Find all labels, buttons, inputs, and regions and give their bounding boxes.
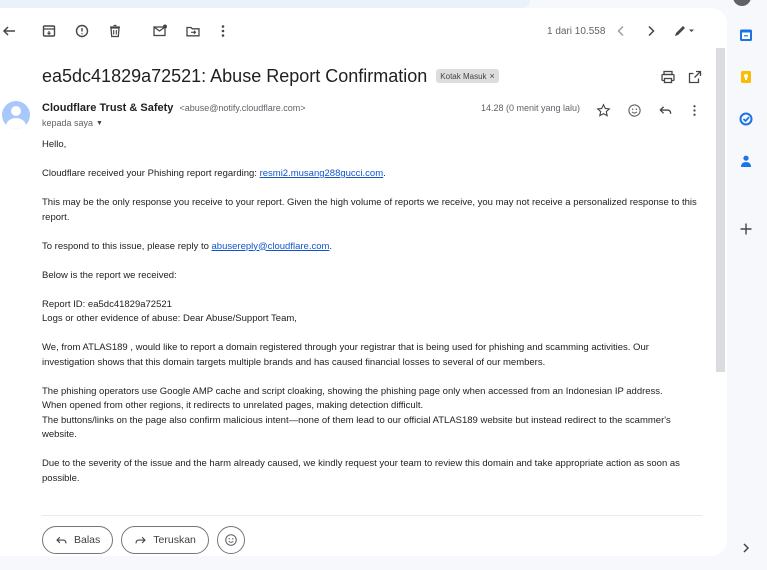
move-to-icon[interactable] <box>184 22 202 40</box>
email-view <box>0 8 727 556</box>
reply-button[interactable] <box>42 526 113 554</box>
calendar-icon[interactable] <box>739 28 753 42</box>
body-paragraph: We, from ATLAS189 , would like to report a domain registered through your registrar that is being used for phishing and scamming activities. Our investigation shows that this domain targets multiple brands and has caused financial losses to several of our members. <box>42 342 649 368</box>
email-subject: ea5dc41829a72521: Abuse Report Confirmation <box>42 65 428 86</box>
divider <box>42 515 702 516</box>
reply-icon[interactable] <box>657 102 673 118</box>
sender-avatar <box>2 101 30 129</box>
arrow-left-icon[interactable] <box>0 22 18 40</box>
recipient-line[interactable] <box>42 118 103 128</box>
subject-row <box>42 64 499 88</box>
keep-icon[interactable] <box>739 70 753 84</box>
emoji-icon <box>224 533 238 547</box>
side-panel <box>727 0 767 570</box>
more-vert-icon[interactable] <box>686 102 702 118</box>
forward-icon <box>134 534 147 547</box>
body-paragraph: Cloudflare received your Phishing report regarding: resmi2.musang288gucci.com. <box>42 168 386 179</box>
expand-icon[interactable] <box>739 541 753 555</box>
email-toolbar <box>0 8 727 56</box>
body-paragraph: This may be the only response you receive to your report. Given the high volume of reports we receive, you may not receive a personalized response to this report. <box>42 197 697 223</box>
trash-icon[interactable] <box>106 22 124 40</box>
more-vert-icon[interactable] <box>214 22 232 40</box>
chevron-right-icon[interactable] <box>642 22 660 40</box>
chevron-left-icon[interactable] <box>612 22 630 40</box>
recipient-text: kepada saya <box>42 118 94 128</box>
forward-button[interactable] <box>121 526 209 554</box>
body-paragraph <box>42 298 702 327</box>
greeting-text: Hello, <box>42 139 67 150</box>
caret-down-icon[interactable]: ▼ <box>96 119 103 127</box>
sender-email: <abuse@notify.cloudflare.com> <box>179 103 306 113</box>
open-new-window-icon[interactable] <box>686 68 704 86</box>
scrollbar[interactable] <box>716 48 725 372</box>
label-text: Kotak Masuk <box>440 71 487 81</box>
report-spam-icon[interactable] <box>73 22 91 40</box>
body-paragraph: Due to the severity of the issue and the harm already caused, we kindly request your team to review this domain and take appropriate action as soon as possible. <box>42 458 680 484</box>
archive-icon[interactable] <box>40 22 58 40</box>
reported-domain-link[interactable]: resmi2.musang288gucci.com <box>259 168 384 179</box>
logs-text: Logs or other evidence of abuse: Dear Abuse/Support Team, <box>42 313 297 324</box>
report-id: Report ID: ea5dc41829a72521 <box>42 298 172 310</box>
pen-icon[interactable] <box>672 22 698 40</box>
emoji-reaction-icon[interactable] <box>626 102 642 118</box>
email-body <box>42 138 702 514</box>
pagination-text: 1 dari 10.558 <box>547 26 606 37</box>
close-icon[interactable]: × <box>489 71 495 81</box>
print-icon[interactable] <box>659 68 677 86</box>
mark-unread-icon[interactable] <box>151 22 169 40</box>
email-time: 14.28 (0 menit yang lalu) <box>481 103 581 113</box>
star-icon[interactable] <box>595 102 611 118</box>
contacts-icon[interactable] <box>739 154 753 168</box>
reply-label: Balas <box>74 534 101 546</box>
body-paragraph: To respond to this issue, please reply to abusereply@cloudflare.com. <box>42 240 333 252</box>
reply-actions <box>42 526 245 554</box>
add-icon[interactable] <box>739 222 753 236</box>
body-paragraph: Below is the report we received: <box>42 269 177 281</box>
inbox-label-chip[interactable] <box>436 69 499 83</box>
reply-email-link[interactable]: abusereply@cloudflare.com <box>211 240 330 252</box>
emoji-button[interactable] <box>217 526 245 554</box>
sender-line <box>42 102 306 114</box>
tasks-icon[interactable] <box>739 112 753 126</box>
reply-icon <box>55 534 68 547</box>
sender-name[interactable]: Cloudflare Trust & Safety <box>42 102 174 114</box>
forward-label: Teruskan <box>153 534 196 546</box>
top-bar-strip <box>0 0 530 8</box>
body-paragraph: The phishing operators use Google AMP cache and script cloaking, showing the phishing page only when accessed from an Indonesian IP address. When opened from other regions, it redirects to unrelated pages, making detection difficult. The buttons/links on the page also confirm malicious intent—none of them lead to our official ATLAS189 website but instead redirect to the scammer's website. <box>42 385 671 440</box>
